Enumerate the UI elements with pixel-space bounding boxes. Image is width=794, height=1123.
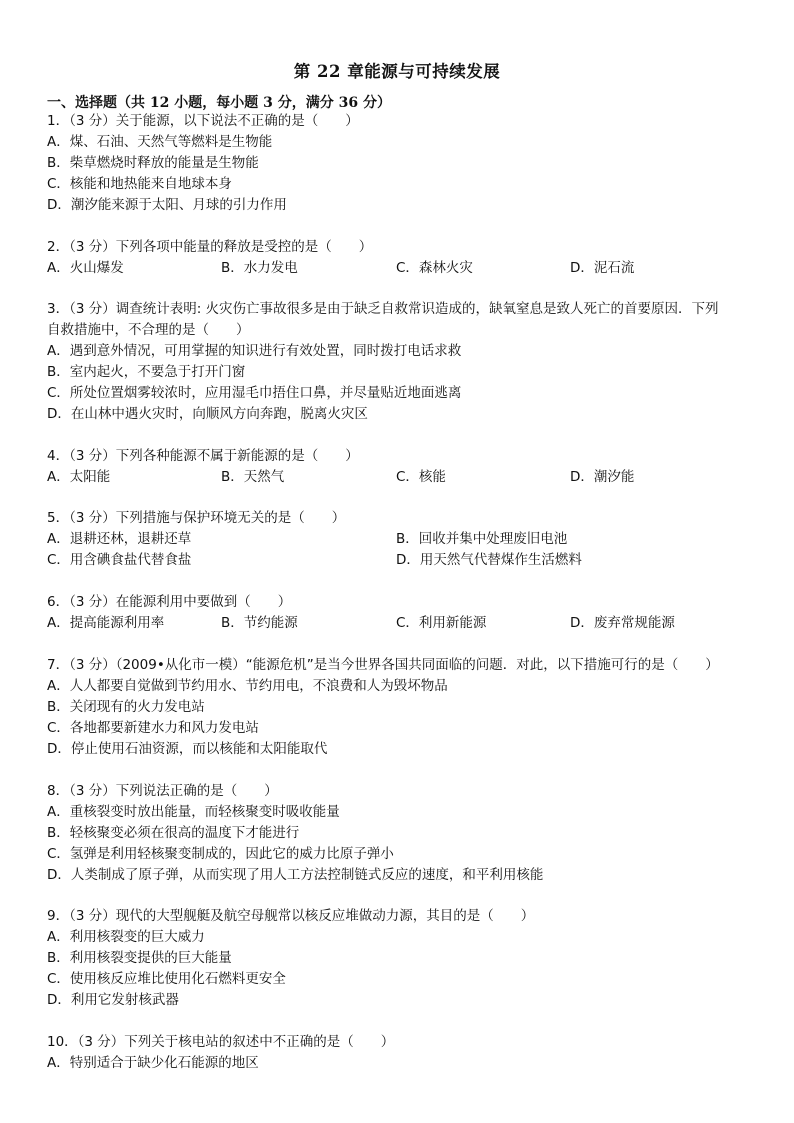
question-3-option-d: D．在山林中遇火灾时，向顺风方向奔跑，脱离火灾区 [47,406,368,422]
question-6-option-a: A．提高能源利用率 [47,615,165,631]
question-7-option-b: B．关闭现有的火力发电站 [47,699,205,715]
question-4-option-a: A．太阳能 [47,469,111,485]
question-5-stem: 5．（3 分）下列措施与保护环境无关的是（ ） [47,510,346,526]
section-heading: 一、选择题（共 12 小题，每小题 3 分，满分 36 分） [47,95,391,111]
question-5-option-c: C．用含碘食盐代替食盐 [47,552,192,568]
question-9-stem: 9．（3 分）现代的大型舰艇及航空母舰常以核反应堆做动力源，其目的是（ ） [47,908,535,924]
question-10-option-a: A．特别适合于缺少化石能源的地区 [47,1055,259,1071]
question-2-option-c: C．森林火灾 [396,260,473,276]
question-8-option-d: D．人类制成了原子弹，从而实现了用人工方法控制链式反应的速度，和平利用核能 [47,867,544,883]
question-4-option-c: C．核能 [396,469,446,485]
question-8-option-c: C．氢弹是利用轻核聚变制成的，因此它的威力比原子弹小 [47,846,394,862]
question-1-option-a: A．煤、石油、天然气等燃料是生物能 [47,134,273,150]
question-3-option-c: C．所处位置烟雾较浓时，应用湿毛巾捂住口鼻，并尽量贴近地面逃离 [47,385,462,401]
question-2-stem: 2．（3 分）下列各项中能量的释放是受控的是（ ） [47,239,373,255]
question-1-stem: 1．（3 分）关于能源，以下说法不正确的是（ ） [47,113,359,129]
question-1-option-c: C．核能和地热能来自地球本身 [47,176,232,192]
question-6-option-b: B．节约能源 [221,615,298,631]
question-5-option-b: B．回收并集中处理废旧电池 [396,531,568,547]
question-4-stem: 4．（3 分）下列各种能源不属于新能源的是（ ） [47,448,359,464]
question-6-option-c: C．利用新能源 [396,615,487,631]
question-6-option-d: D．废弃常规能源 [570,615,675,631]
question-7-option-a: A．人人都要自觉做到节约用水、节约用电，不浪费和人为毁坏物品 [47,678,448,694]
question-7-option-c: C．各地都要新建水力和风力发电站 [47,720,259,736]
question-8-option-a: A．重核裂变时放出能量，而轻核聚变时吸收能量 [47,804,340,820]
question-3-option-a: A．遇到意外情况，可用掌握的知识进行有效处置，同时拨打电话求救 [47,343,462,359]
question-9-option-c: C．使用核反应堆比使用化石燃料更安全 [47,971,286,987]
question-9-option-d: D．利用它发射核武器 [47,992,179,1008]
page-title: 第 22 章能源与可持续发展 [293,62,501,81]
question-4-option-d: D．潮汐能 [570,469,635,485]
question-5-option-a: A．退耕还林，退耕还草 [47,531,192,547]
question-8-stem: 8．（3 分）下列说法正确的是（ ） [47,783,278,799]
question-7-stem: 7．（3 分）（2009•从化市一模）“能源危机”是当今世界各国共同面临的问题．对此，以下措施可行的是（ ） [47,657,719,673]
question-2-option-a: A．火山爆发 [47,260,124,276]
question-9-option-b: B．利用核裂变提供的巨大能量 [47,950,232,966]
question-1-option-b: B．柴草燃烧时释放的能量是生物能 [47,155,259,171]
question-2-option-d: D．泥石流 [570,260,635,276]
question-3-stem-line2: 自救措施中，不合理的是（ ） [47,322,250,338]
question-4-option-b: B．天然气 [221,469,285,485]
question-3-option-b: B．室内起火，不要急于打开门窗 [47,364,246,380]
question-5-option-d: D．用天然气代替煤作生活燃料 [396,552,582,568]
question-6-stem: 6．（3 分）在能源利用中要做到（ ） [47,594,292,610]
question-10-stem: 10．（3 分）下列关于核电站的叙述中不正确的是（ ） [47,1034,395,1050]
question-1-option-d: D．潮汐能来源于太阳、月球的引力作用 [47,197,287,213]
question-9-option-a: A．利用核裂变的巨大威力 [47,929,205,945]
question-3-stem: 3．（3 分）调查统计表明: 火灾伤亡事故很多是由于缺乏自救常识造成的，缺氧窒息是致人死亡的首要原因．下列 [47,301,719,317]
question-2-option-b: B．水力发电 [221,260,298,276]
question-8-option-b: B．轻核聚变必须在很高的温度下才能进行 [47,825,300,841]
question-7-option-d: D．停止使用石油资源，而以核能和太阳能取代 [47,741,328,757]
